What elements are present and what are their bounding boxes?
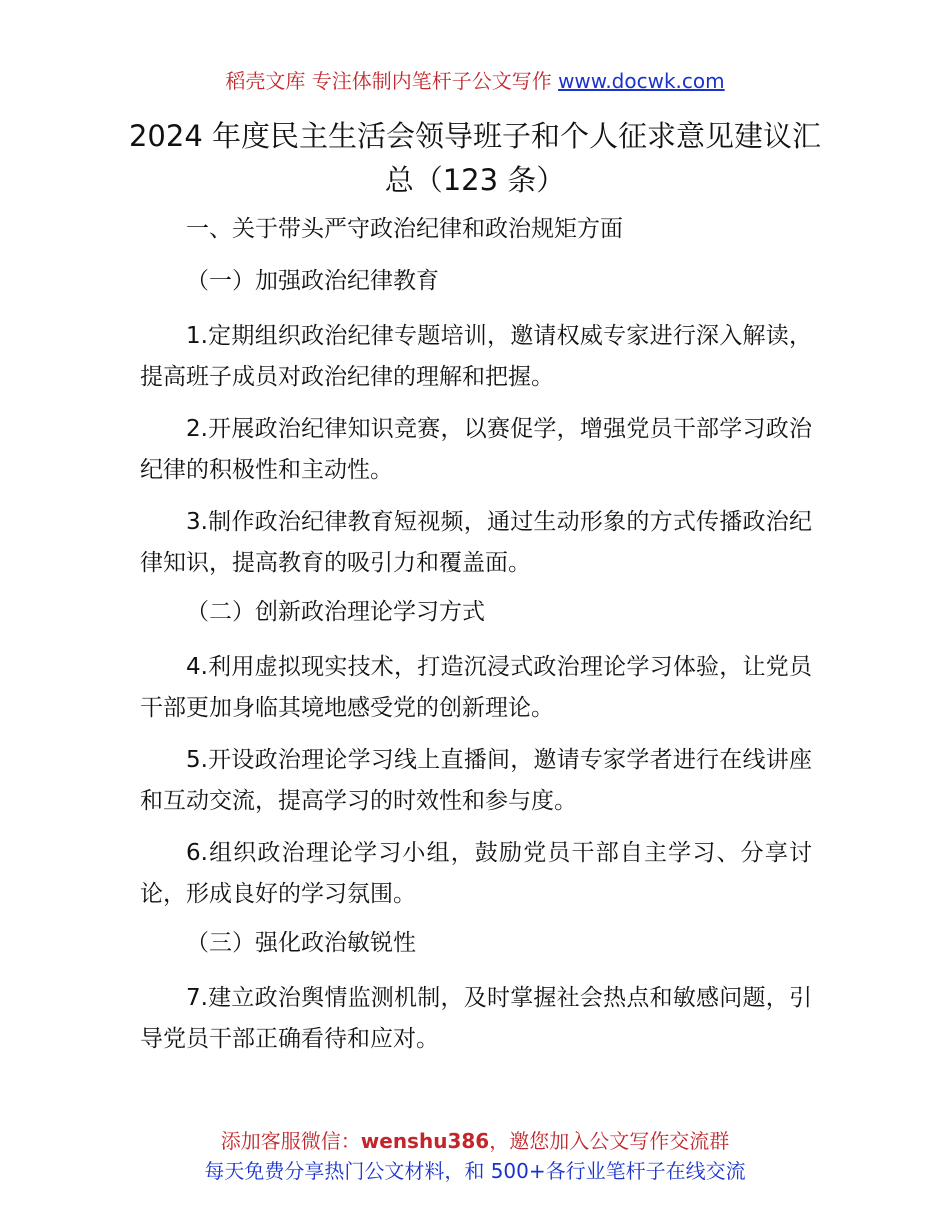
footer-contact-suffix: ，邀您加入公文写作交流群 xyxy=(489,1129,730,1153)
list-item: 3.制作政治纪律教育短视频，通过生动形象的方式传播政治纪律知识，提高教育的吸引力和覆盖面。 xyxy=(140,509,812,576)
page-footer xyxy=(0,1126,950,1186)
list-item: 4.利用虚拟现实技术，打造沉浸式政治理论学习体验，让党员干部更加身临其境地感受党的创新理论。 xyxy=(140,654,812,721)
site-link[interactable]: www.docwk.com xyxy=(558,69,725,93)
page-header xyxy=(0,66,950,96)
section-heading: 一、关于带头严守政治纪律和政治规矩方面 xyxy=(186,216,623,242)
site-slogan: 稻壳文库 专注体制内笔杆子公文写作 xyxy=(225,69,559,93)
footer-promo-line: 每天免费分享热门公文材料，和 500+各行业笔杆子在线交流 xyxy=(204,1159,746,1183)
document-body xyxy=(140,212,812,1071)
footer-contact-prefix: 添加客服微信： xyxy=(220,1129,361,1153)
subsection-heading: （二）创新政治理论学习方式 xyxy=(186,599,485,625)
wechat-id: wenshu386 xyxy=(360,1129,490,1153)
list-item: 1.定期组织政治纪律专题培训，邀请权威专家进行深入解读，提高班子成员对政治纪律的理解和把握。 xyxy=(140,323,812,390)
subsection-heading: （一）加强政治纪律教育 xyxy=(186,268,439,294)
footer-contact-line xyxy=(0,1126,950,1156)
subsection-heading: （三）强化政治敏锐性 xyxy=(186,930,416,956)
list-item: 6.组织政治理论学习小组，鼓励党员干部自主学习、分享讨论，形成良好的学习氛围。 xyxy=(140,840,812,907)
document-title: 2024 年度民主生活会领导班子和个人征求意见建议汇总（123 条） xyxy=(128,119,822,197)
list-item: 2.开展政治纪律知识竞赛，以赛促学，增强党员干部学习政治纪律的积极性和主动性。 xyxy=(140,416,812,483)
list-item: 5.开设政治理论学习线上直播间，邀请专家学者进行在线讲座和互动交流，提高学习的时效性和参与度。 xyxy=(140,747,812,814)
list-item: 7.建立政治舆情监测机制，及时掌握社会热点和敏感问题，引导党员干部正确看待和应对。 xyxy=(140,985,812,1052)
